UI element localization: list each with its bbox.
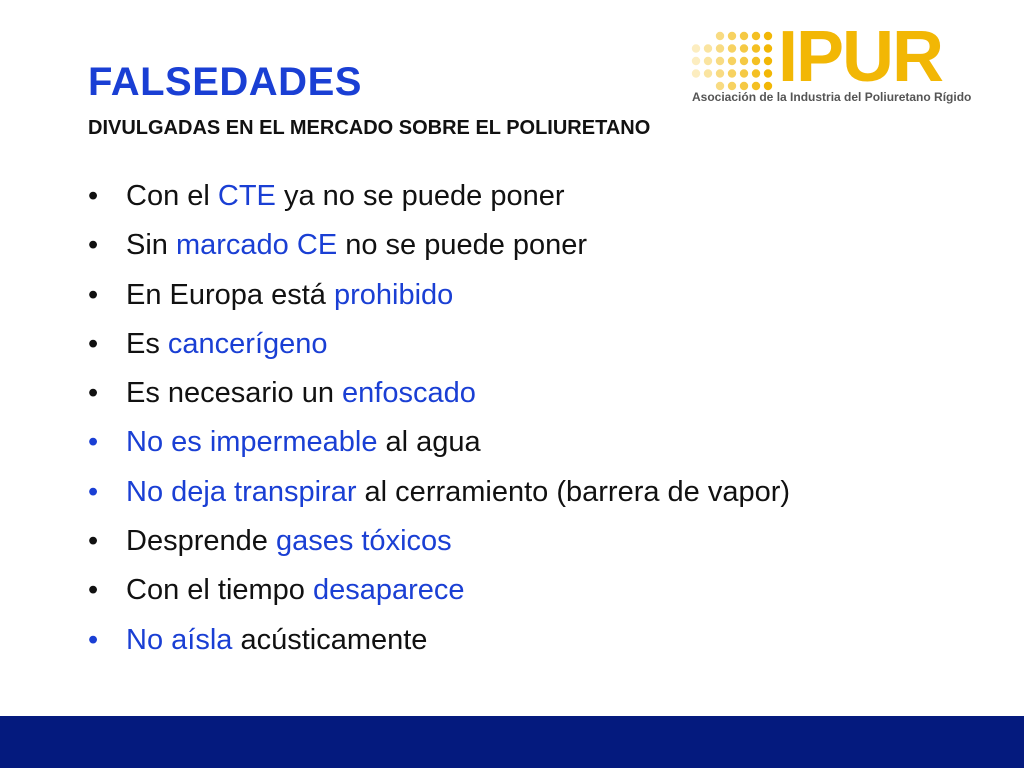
bullet-text: al agua — [377, 426, 481, 459]
logo-dot — [704, 44, 712, 52]
bullet-text: Con el tiempo — [126, 574, 313, 607]
bullet-highlight: enfoscado — [342, 377, 476, 410]
bullet-item — [86, 418, 790, 467]
bullet-highlight: CTE — [217, 180, 276, 212]
bullet-item — [86, 172, 790, 221]
logo-dot — [740, 69, 748, 77]
bullet-mark: • — [88, 475, 99, 508]
bullet-highlight: No aísla — [126, 623, 233, 656]
bullet-text: Desprende — [126, 525, 276, 558]
logo-dot — [752, 82, 760, 90]
logo-dot — [716, 57, 724, 65]
bullet-text: En Europa está — [126, 278, 334, 311]
bullet-text: ya no se puede poner — [275, 180, 565, 212]
logo-text: IPUR — [778, 17, 943, 97]
logo-dot — [740, 32, 748, 40]
bullet-mark: • — [88, 426, 99, 459]
bullet-highlight: cancerígeno — [167, 327, 328, 360]
bullet-mark: • — [88, 180, 99, 212]
logo-dots-icon — [688, 28, 784, 94]
logo-dot — [764, 57, 772, 65]
bullet-text: no se puede poner — [337, 229, 588, 262]
bullet-list — [86, 172, 790, 665]
logo-dot — [692, 57, 700, 65]
footer-bar — [0, 716, 1024, 768]
bullet-highlight: No es impermeable — [126, 426, 378, 459]
bullet-text: acústicamente — [232, 623, 428, 656]
bullet-mark: • — [88, 327, 99, 360]
slide-title: FALSEDADES — [88, 60, 362, 104]
bullet-mark: • — [88, 229, 99, 262]
bullet-item — [86, 369, 790, 418]
logo-dot — [764, 32, 772, 40]
bullet-item — [86, 271, 790, 320]
logo-dot — [728, 82, 736, 90]
bullet-item — [86, 320, 790, 369]
logo-dot — [764, 44, 772, 52]
logo-dot — [740, 57, 748, 65]
bullet-item — [86, 616, 790, 665]
logo-dot — [704, 57, 712, 65]
logo-dot — [716, 69, 724, 77]
logo-dot — [740, 44, 748, 52]
bullet-mark: • — [88, 623, 99, 656]
logo-dot — [752, 57, 760, 65]
logo-dot — [728, 57, 736, 65]
logo-dot — [728, 69, 736, 77]
bullet-text: Con el — [126, 180, 218, 212]
logo-tagline: Asociación de la Industria del Poliuretano Rígido — [692, 90, 972, 104]
bullet-highlight: gases tóxicos — [275, 525, 452, 558]
logo-dot — [740, 82, 748, 90]
logo-dot — [752, 32, 760, 40]
bullet-mark: • — [88, 278, 99, 311]
bullet-mark: • — [88, 377, 99, 410]
logo-dot — [728, 44, 736, 52]
bullet-highlight: prohibido — [333, 278, 454, 311]
bullet-text: Es necesario un — [126, 377, 343, 410]
bullet-item — [86, 221, 790, 270]
logo-dot — [716, 82, 724, 90]
logo-dot — [764, 82, 772, 90]
logo-dot — [728, 32, 736, 40]
logo-dot — [752, 69, 760, 77]
bullet-mark: • — [88, 525, 99, 558]
ipur-logo — [688, 17, 1000, 112]
bullet-mark: • — [88, 574, 99, 607]
logo-dot — [764, 69, 772, 77]
logo-dot — [692, 69, 700, 77]
bullet-text: Sin — [126, 229, 176, 262]
logo-dot — [692, 44, 700, 52]
logo-dot — [704, 69, 712, 77]
bullet-item — [86, 517, 790, 566]
bullet-highlight: No deja transpirar — [126, 475, 357, 508]
bullet-item — [86, 566, 790, 615]
logo-dot — [716, 32, 724, 40]
bullet-highlight: desaparece — [313, 574, 465, 607]
logo-dot — [752, 44, 760, 52]
bullet-text: Es — [126, 327, 168, 360]
bullet-highlight: marcado CE — [175, 229, 338, 262]
bullet-item — [86, 468, 790, 517]
slide-subtitle: DIVULGADAS EN EL MERCADO SOBRE EL POLIURETANO — [88, 117, 651, 139]
logo-dot — [716, 44, 724, 52]
bullet-text: al cerramiento (barrera de vapor) — [356, 475, 791, 508]
